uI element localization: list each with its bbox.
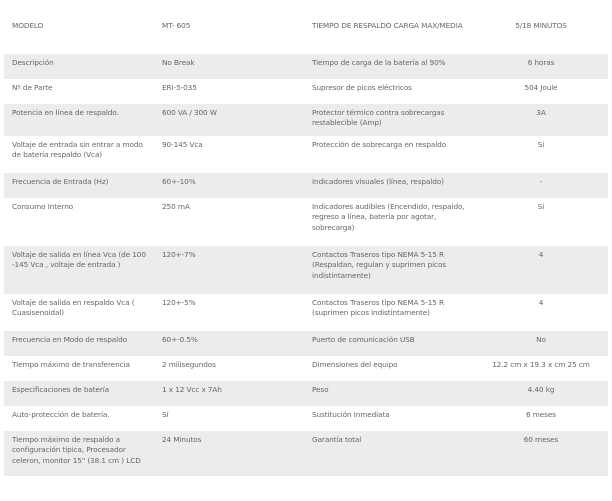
table-row bbox=[4, 381, 608, 406]
spec-value-cell: ERI-5-035 bbox=[154, 79, 304, 104]
spec-value-cell: 120+-5% bbox=[154, 294, 304, 331]
spec-label-cell: Contactos Traseros tipo NEMA 5-15 R (suprimen picos indistintamente) bbox=[304, 294, 474, 331]
spec-value-cell: 60+-0.5% bbox=[154, 331, 304, 356]
spec-label-cell: Protección de sobrecarga en respaldo bbox=[304, 136, 474, 173]
spec-label-cell: Protector térmico contra sobrecargas restablecible (Amp) bbox=[304, 104, 474, 136]
spec-value-cell: 4 bbox=[474, 294, 608, 331]
table-row bbox=[4, 356, 608, 381]
spec-value-cell: 2 milisegundos bbox=[154, 356, 304, 381]
spec-value-cell: 6 meses bbox=[474, 406, 608, 431]
spec-value-cell: 60 meses bbox=[474, 431, 608, 476]
table-row bbox=[4, 136, 608, 173]
table-row bbox=[4, 406, 608, 431]
spec-value-cell: 24 Minutos bbox=[154, 431, 304, 476]
spec-value-cell: 1 x 12 Vcc x 7Ah bbox=[154, 381, 304, 406]
spec-label-cell: Consumo Interno bbox=[4, 198, 154, 246]
spec-label-cell: Voltaje de entrada sin entrar a modo de batería respaldo (Vca) bbox=[4, 136, 154, 173]
table-row bbox=[4, 331, 608, 356]
spec-label-cell: Tiempo máximo de respaldo a configuración típica, Procesador celeron, monitor 15" (38.1 cm ) LCD bbox=[4, 431, 154, 476]
spec-value-cell: MT- 605 bbox=[154, 17, 304, 54]
spec-value-cell: 90-145 Vca bbox=[154, 136, 304, 173]
table-row bbox=[4, 79, 608, 104]
spec-value-cell: 60+-10% bbox=[154, 173, 304, 198]
spec-label-cell: Supresor de picos eléctricos bbox=[304, 79, 474, 104]
spec-label-cell: Garantía total bbox=[304, 431, 474, 476]
spec-value-cell: No Break bbox=[154, 54, 304, 79]
spec-value-cell: Sí bbox=[154, 406, 304, 431]
spec-label-cell: Indicadores audibles (Encendido, respaldo, regreso a línea, batería por agotar, sobrecarga) bbox=[304, 198, 474, 246]
spec-value-cell: - bbox=[474, 173, 608, 198]
spec-value-cell: 600 VA / 300 W bbox=[154, 104, 304, 136]
spec-label-cell: Indicadores visuales (línea, respaldo) bbox=[304, 173, 474, 198]
spec-value-cell: 4.40 kg bbox=[474, 381, 608, 406]
spec-value-cell: No bbox=[474, 331, 608, 356]
spec-label-cell: Sustitución Inmediata bbox=[304, 406, 474, 431]
spec-label-cell: Peso bbox=[304, 381, 474, 406]
table-row bbox=[4, 198, 608, 246]
spec-label-cell: Auto-protección de batería. bbox=[4, 406, 154, 431]
spec-label-cell: Voltaje de salida en respaldo Vca ( Cuasisenoidal) bbox=[4, 294, 154, 331]
table-row bbox=[4, 173, 608, 198]
spec-table bbox=[4, 17, 608, 476]
spec-value-cell: 250 mA bbox=[154, 198, 304, 246]
table-row bbox=[4, 17, 608, 54]
spec-label-cell: Especificaciones de batería bbox=[4, 381, 154, 406]
table-row bbox=[4, 246, 608, 294]
table-row bbox=[4, 104, 608, 136]
spec-label-cell: MODELO bbox=[4, 17, 154, 54]
spec-label-cell: Frecuencia de Entrada (Hz) bbox=[4, 173, 154, 198]
spec-value-cell: Sí bbox=[474, 198, 608, 246]
spec-label-cell: Dimensiones del equipo bbox=[304, 356, 474, 381]
spec-value-cell: 504 Joule bbox=[474, 79, 608, 104]
spec-label-cell: Nº de Parte bbox=[4, 79, 154, 104]
spec-label-cell: Frecuencia en Modo de respaldo bbox=[4, 331, 154, 356]
table-row bbox=[4, 54, 608, 79]
spec-label-cell: Descripción bbox=[4, 54, 154, 79]
table-row bbox=[4, 431, 608, 476]
spec-label-cell: Tiempo máximo de transferencia bbox=[4, 356, 154, 381]
spec-label-cell: Contactos Traseros tipo NEMA 5-15 R (Respaldan, regulan y suprimen picos indistintamente) bbox=[304, 246, 474, 294]
spec-value-cell: 6 horas bbox=[474, 54, 608, 79]
spec-value-cell: 4 bbox=[474, 246, 608, 294]
spec-value-cell: 5/18 MINUTOS bbox=[474, 17, 608, 54]
table-row bbox=[4, 294, 608, 331]
spec-label-cell: TIEMPO DE RESPALDO CARGA MAX/MEDIA bbox=[304, 17, 474, 54]
spec-value-cell: 12.2 cm x 19.3 x cm 25 cm bbox=[474, 356, 608, 381]
spec-label-cell: Tiempo de carga de la batería al 90% bbox=[304, 54, 474, 79]
spec-label-cell: Potencia en línea de respaldo. bbox=[4, 104, 154, 136]
spec-value-cell: Sí bbox=[474, 136, 608, 173]
spec-label-cell: Voltaje de salida en línea Vca (de 100 -145 Vca , voltaje de entrada ) bbox=[4, 246, 154, 294]
spec-value-cell: 3A bbox=[474, 104, 608, 136]
spec-label-cell: Puerto de comunicación USB bbox=[304, 331, 474, 356]
spec-value-cell: 120+-7% bbox=[154, 246, 304, 294]
